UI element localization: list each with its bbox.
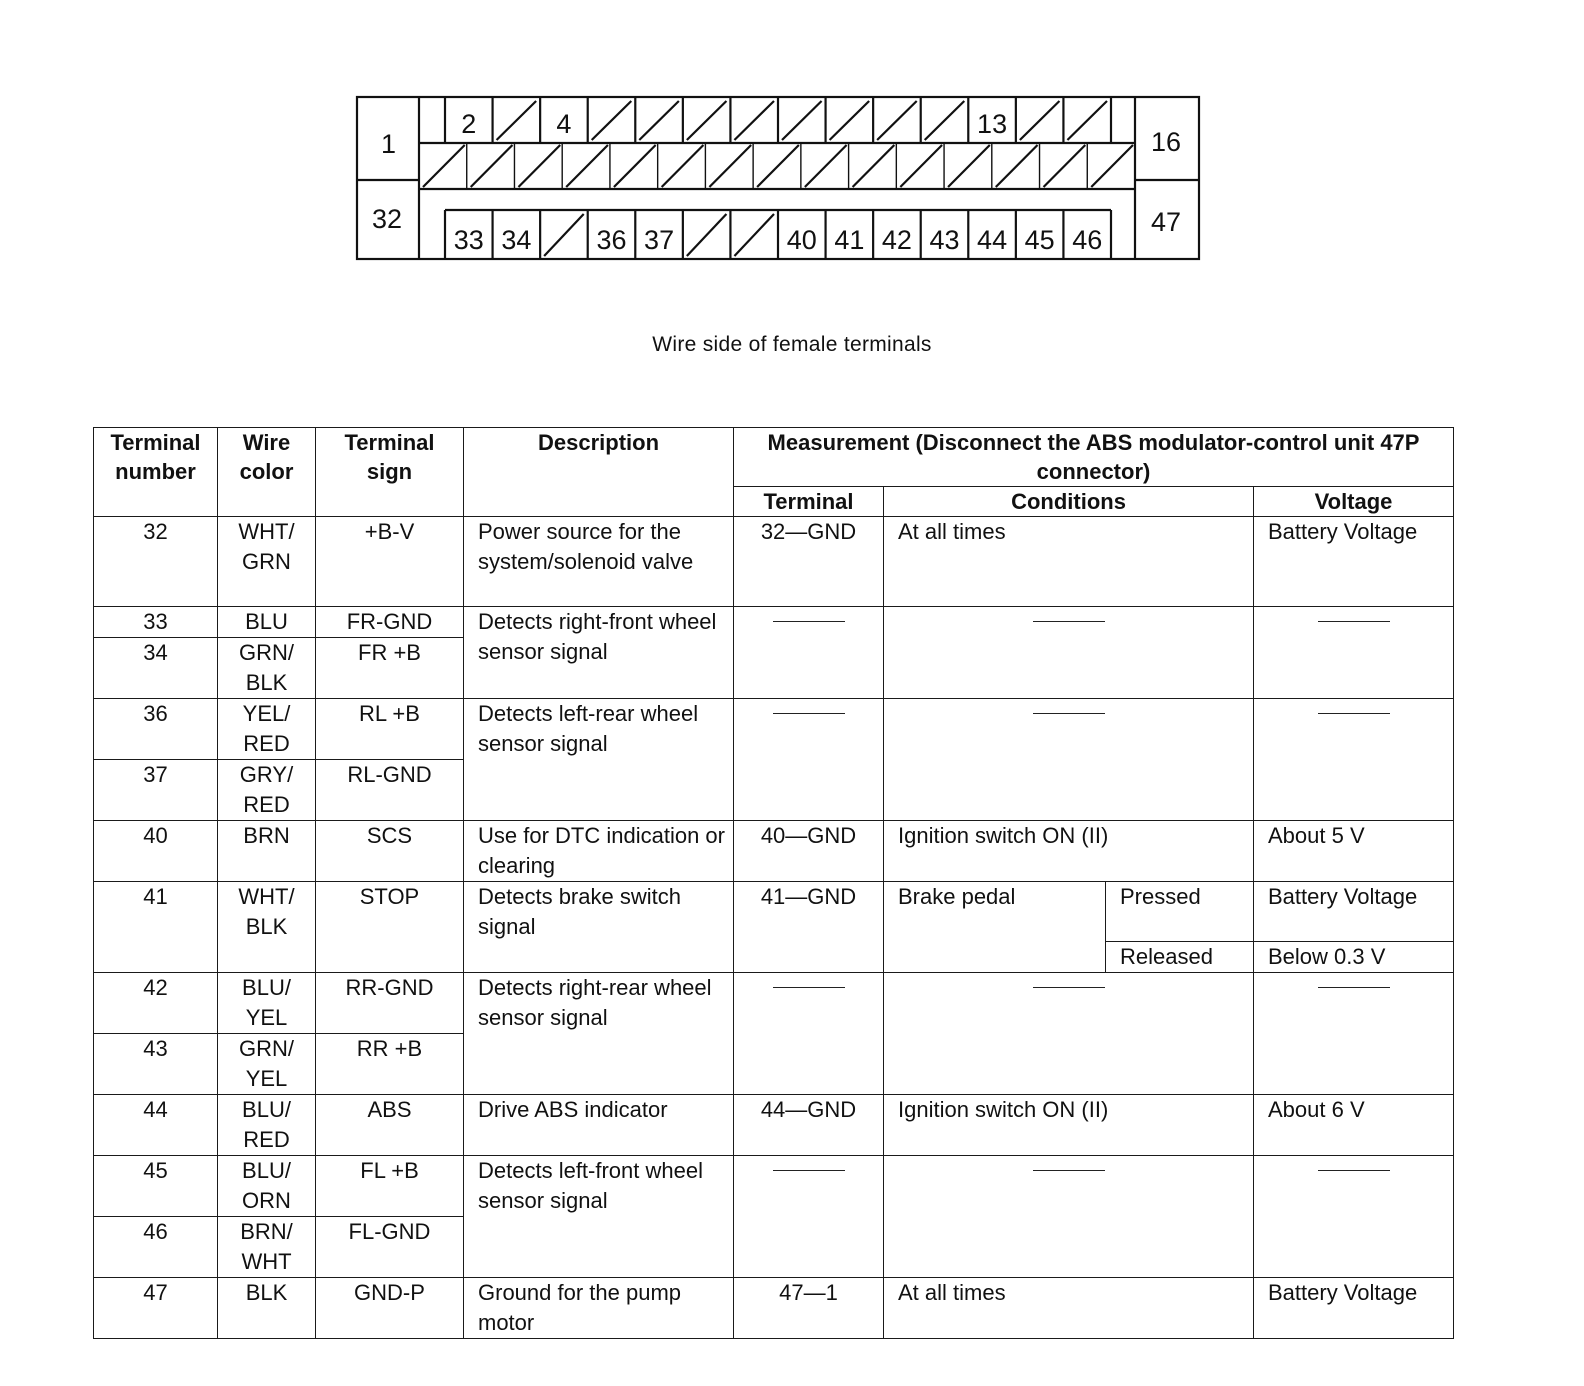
pin-label: 42 (881, 225, 912, 255)
cell-conditions-empty (884, 973, 1254, 1095)
pin-label: 36 (596, 225, 627, 255)
cell-description: Use for DTC indication or clearing (464, 821, 734, 882)
table-row (94, 821, 1454, 882)
pin-label: 2 (461, 109, 477, 139)
cell-description: Detects right-front wheel sensor signal (464, 607, 734, 699)
middle-band-mark (662, 145, 704, 187)
dash-mark (773, 1170, 845, 1171)
header-m-terminal: Terminal (734, 487, 884, 517)
cell-voltage: About 6 V (1254, 1095, 1454, 1156)
unused-cavity-mark (639, 101, 679, 140)
unused-cavity-mark (830, 101, 870, 140)
cell-voltage: Battery Voltage (1254, 1278, 1454, 1339)
pin-label: 37 (644, 225, 675, 255)
cell-sign: STOP (316, 882, 464, 973)
middle-band-mark (614, 145, 656, 187)
middle-band-mark (709, 145, 751, 187)
middle-band-mark (757, 145, 799, 187)
cell-conditions: Brake pedal (884, 882, 1106, 973)
table-row (94, 517, 1454, 607)
unused-cavity-mark (497, 101, 537, 140)
cell-wire-color: BRN (218, 821, 316, 882)
pin-label: 44 (977, 225, 1008, 255)
cell-description: Detects left-rear wheel sensor signal (464, 699, 734, 821)
cell-sign: RR +B (316, 1034, 464, 1095)
cell-sign: FR-GND (316, 607, 464, 638)
connector-face (355, 95, 1205, 265)
header-description: Description (464, 428, 734, 517)
cell-subcondition: Pressed (1106, 882, 1254, 942)
cell-number: 36 (94, 699, 218, 760)
cell-m-terminal-empty (734, 607, 884, 699)
unused-cavity-mark (782, 101, 822, 140)
cell-sign: FR +B (316, 638, 464, 699)
pin-label: 33 (453, 225, 484, 255)
table-row (94, 1278, 1454, 1339)
cell-subcondition: Released (1106, 942, 1254, 973)
cell-description: Detects right-rear wheel sensor signal (464, 973, 734, 1095)
table-row (94, 699, 1454, 760)
cell-wire-color: WHT/ GRN (218, 517, 316, 607)
middle-band-mark (948, 145, 990, 187)
cell-conditions: Ignition switch ON (II) (884, 821, 1254, 882)
cell-number: 46 (94, 1217, 218, 1278)
dash-mark (1033, 1170, 1105, 1171)
dash-mark (773, 987, 845, 988)
cell-m-terminal: 44—GND (734, 1095, 884, 1156)
unused-cavity-mark (734, 101, 774, 140)
header-terminal-sign: Terminal sign (316, 428, 464, 517)
unused-cavity-mark (592, 101, 632, 140)
dash-mark (1033, 621, 1105, 622)
unused-cavity-mark (1020, 101, 1060, 140)
dash-mark (1318, 621, 1390, 622)
cell-number: 43 (94, 1034, 218, 1095)
header-measurement: Measurement (Disconnect the ABS modulator-control unit 47P connector) (734, 428, 1454, 487)
cell-number: 32 (94, 517, 218, 607)
cell-wire-color: BLK (218, 1278, 316, 1339)
top-row-cells (461, 97, 1107, 143)
table-row (94, 1095, 1454, 1156)
cell-conditions: Ignition switch ON (II) (884, 1095, 1254, 1156)
cell-sign: RL-GND (316, 760, 464, 821)
unused-cavity-mark (687, 214, 727, 256)
cell-voltage-empty (1254, 973, 1454, 1095)
table-row (94, 607, 1454, 638)
dash-mark (1318, 713, 1390, 714)
cell-m-terminal-empty (734, 973, 884, 1095)
pin-label: 43 (929, 225, 960, 255)
middle-band-mark (1091, 145, 1133, 187)
cell-wire-color: BRN/ WHT (218, 1217, 316, 1278)
header-m-voltage: Voltage (1254, 487, 1454, 517)
cell-wire-color: BLU/ YEL (218, 973, 316, 1034)
dash-mark (1033, 987, 1105, 988)
cell-number: 34 (94, 638, 218, 699)
header-wire-color: Wire color (218, 428, 316, 517)
cell-voltage: Below 0.3 V (1254, 942, 1454, 973)
cell-m-terminal: 40—GND (734, 821, 884, 882)
cell-number: 37 (94, 760, 218, 821)
cell-conditions-empty (884, 607, 1254, 699)
cell-description: Drive ABS indicator (464, 1095, 734, 1156)
pin-label: 45 (1024, 225, 1055, 255)
cell-voltage-empty (1254, 607, 1454, 699)
cell-number: 40 (94, 821, 218, 882)
pin-label: 34 (501, 225, 532, 255)
cell-conditions-empty (884, 699, 1254, 821)
cell-voltage-empty (1254, 699, 1454, 821)
cell-sign: RL +B (316, 699, 464, 760)
cell-description: Ground for the pump motor (464, 1278, 734, 1339)
cell-sign: +B-V (316, 517, 464, 607)
cell-conditions-empty (884, 1156, 1254, 1278)
pin-label: 40 (786, 225, 817, 255)
cell-m-terminal: 32—GND (734, 517, 884, 607)
cell-wire-color: GRN/ BLK (218, 638, 316, 699)
cell-number: 47 (94, 1278, 218, 1339)
cell-voltage: Battery Voltage (1254, 517, 1454, 607)
unused-cavity-mark (1067, 101, 1107, 140)
dash-mark (773, 621, 845, 622)
pin-label: 13 (977, 109, 1008, 139)
cell-number: 41 (94, 882, 218, 973)
diagram-caption: Wire side of female terminals (652, 333, 932, 356)
middle-band-mark (853, 145, 895, 187)
cell-wire-color: YEL/ RED (218, 699, 316, 760)
cell-sign: FL +B (316, 1156, 464, 1217)
cell-number: 33 (94, 607, 218, 638)
middle-band-mark (1044, 145, 1086, 187)
cell-description: Detects brake switch signal (464, 882, 734, 973)
dash-mark (773, 713, 845, 714)
cell-conditions: At all times (884, 1278, 1254, 1339)
unused-cavity-mark (925, 101, 965, 140)
table-row (94, 1156, 1454, 1217)
pin-label: 4 (556, 109, 572, 139)
table-row (94, 882, 1454, 942)
bottom-row-cells (454, 210, 1102, 259)
cell-wire-color: BLU/ RED (218, 1095, 316, 1156)
cell-wire-color: WHT/ BLK (218, 882, 316, 973)
header-m-conditions: Conditions (884, 487, 1254, 517)
cell-voltage: Battery Voltage (1254, 882, 1454, 942)
cell-conditions: At all times (884, 517, 1254, 607)
cell-m-terminal: 47—1 (734, 1278, 884, 1339)
header-terminal-number: Terminal number (94, 428, 218, 517)
middle-band-mark (900, 145, 942, 187)
cell-wire-color: BLU/ ORN (218, 1156, 316, 1217)
cell-m-terminal: 41—GND (734, 882, 884, 973)
middle-band-mark (518, 145, 560, 187)
middle-band-mark (805, 145, 847, 187)
unused-cavity-mark (877, 101, 917, 140)
middle-band-mark (566, 145, 608, 187)
pin-16-label: 16 (1151, 127, 1182, 157)
cell-sign: FL-GND (316, 1217, 464, 1278)
cell-sign: GND-P (316, 1278, 464, 1339)
pin-1-label: 1 (381, 129, 397, 159)
cell-voltage: About 5 V (1254, 821, 1454, 882)
middle-band-mark (996, 145, 1038, 187)
cell-description: Detects left-front wheel sensor signal (464, 1156, 734, 1278)
pin-47-label: 47 (1151, 207, 1182, 237)
middle-row-cells (423, 143, 1133, 189)
middle-band-mark (423, 145, 465, 187)
cell-sign: SCS (316, 821, 464, 882)
cell-number: 44 (94, 1095, 218, 1156)
table-row (94, 973, 1454, 1034)
connector-diagram (355, 95, 1205, 270)
cell-number: 45 (94, 1156, 218, 1217)
cell-voltage-empty (1254, 1156, 1454, 1278)
dash-mark (1033, 713, 1105, 714)
middle-band-mark (471, 145, 513, 187)
cell-sign: ABS (316, 1095, 464, 1156)
unused-cavity-mark (687, 101, 727, 140)
cell-wire-color: GRN/ YEL (218, 1034, 316, 1095)
pin-32-label: 32 (372, 204, 403, 234)
cell-m-terminal-empty (734, 699, 884, 821)
cell-wire-color: BLU (218, 607, 316, 638)
terminal-table (93, 427, 1454, 1339)
cell-description: Power source for the system/solenoid valve (464, 517, 734, 607)
cell-m-terminal-empty (734, 1156, 884, 1278)
cell-sign: RR-GND (316, 973, 464, 1034)
pin-label: 46 (1072, 225, 1103, 255)
unused-cavity-mark (544, 214, 584, 256)
dash-mark (1318, 1170, 1390, 1171)
pin-label: 41 (834, 225, 865, 255)
unused-cavity-mark (734, 214, 774, 256)
dash-mark (1318, 987, 1390, 988)
cell-wire-color: GRY/ RED (218, 760, 316, 821)
cell-number: 42 (94, 973, 218, 1034)
